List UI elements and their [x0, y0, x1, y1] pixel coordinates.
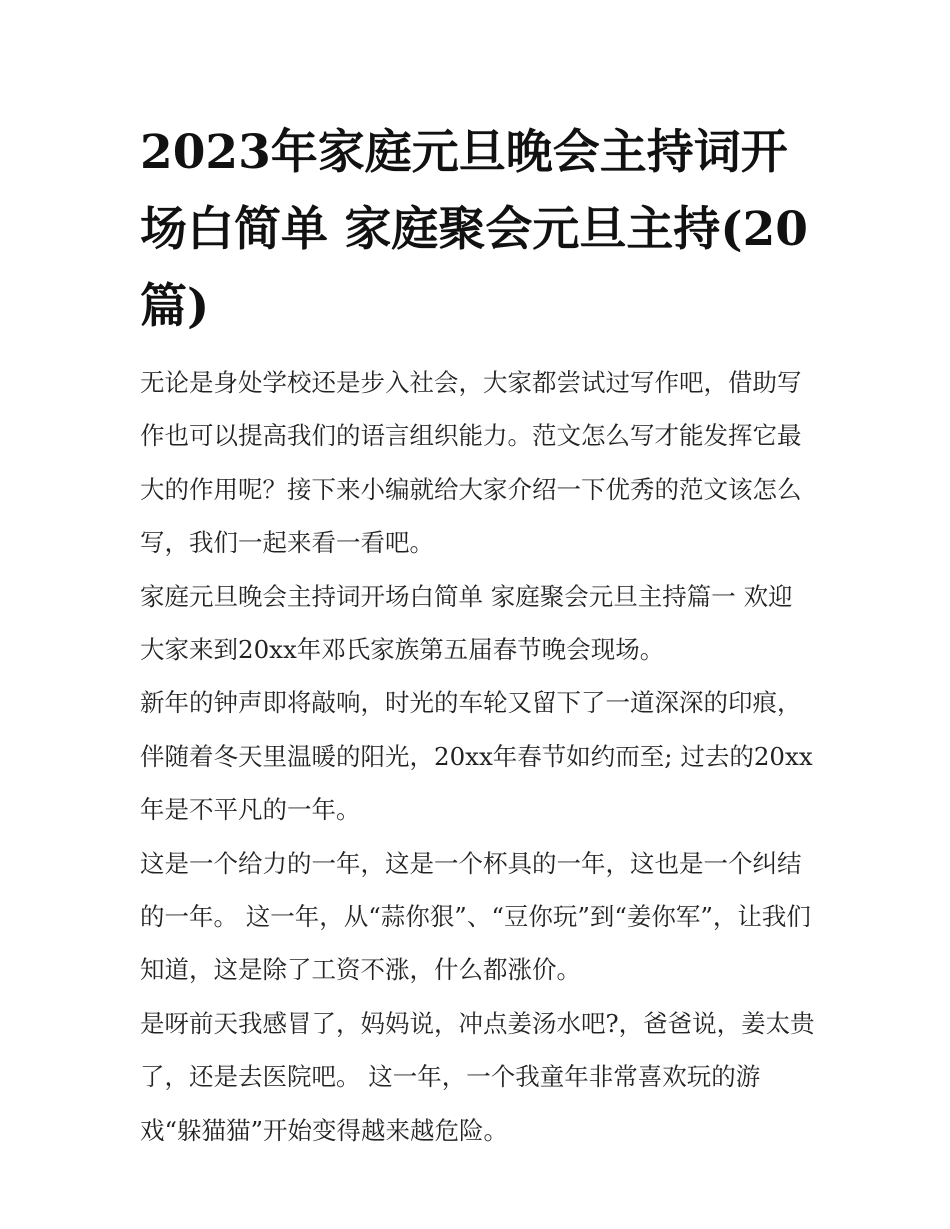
paragraph-welcome: 家庭元旦晚会主持词开场白简单 家庭聚会元旦主持篇一 欢迎大家来到20xx年邓氏家族第五届春节晚会现场。: [140, 581, 793, 665]
paragraph-year-review: 这是一个给力的一年，这是一个杯具的一年，这也是一个纠结的一年。 这一年，从“蒜你狠”、“豆你玩”到“姜你军”，让我们知道，这是除了工资不涨，什么都涨价。: [140, 848, 811, 985]
paragraph-anecdote: 是呀前天我感冒了，妈妈说，冲点姜汤水吧?，爸爸说，姜太贵了，还是去医院吧。 这一年，一个我童年非常喜欢玩的游戏“躲猫猫”开始变得越来越危险。: [140, 1008, 815, 1145]
paragraph-intro: 无论是身处学校还是步入社会，大家都尝试过写作吧，借助写作也可以提高我们的语言组织能力。范文怎么写才能发挥它最大的作用呢？接下来小编就给大家介绍一下优秀的范文该怎么写，我们一起来看一看吧。: [140, 368, 802, 558]
paragraph-new-year: 新年的钟声即将敲响，时光的车轮又留下了一道深深的印痕，伴随着冬天里温暖的阳光，20xx年春节如约而至; 过去的20xx年是不平凡的一年。: [140, 688, 813, 825]
document-body: [140, 356, 815, 1157]
document-title: 2023年家庭元旦晚会主持词开场白简单 家庭聚会元旦主持(20篇): [140, 125, 809, 334]
